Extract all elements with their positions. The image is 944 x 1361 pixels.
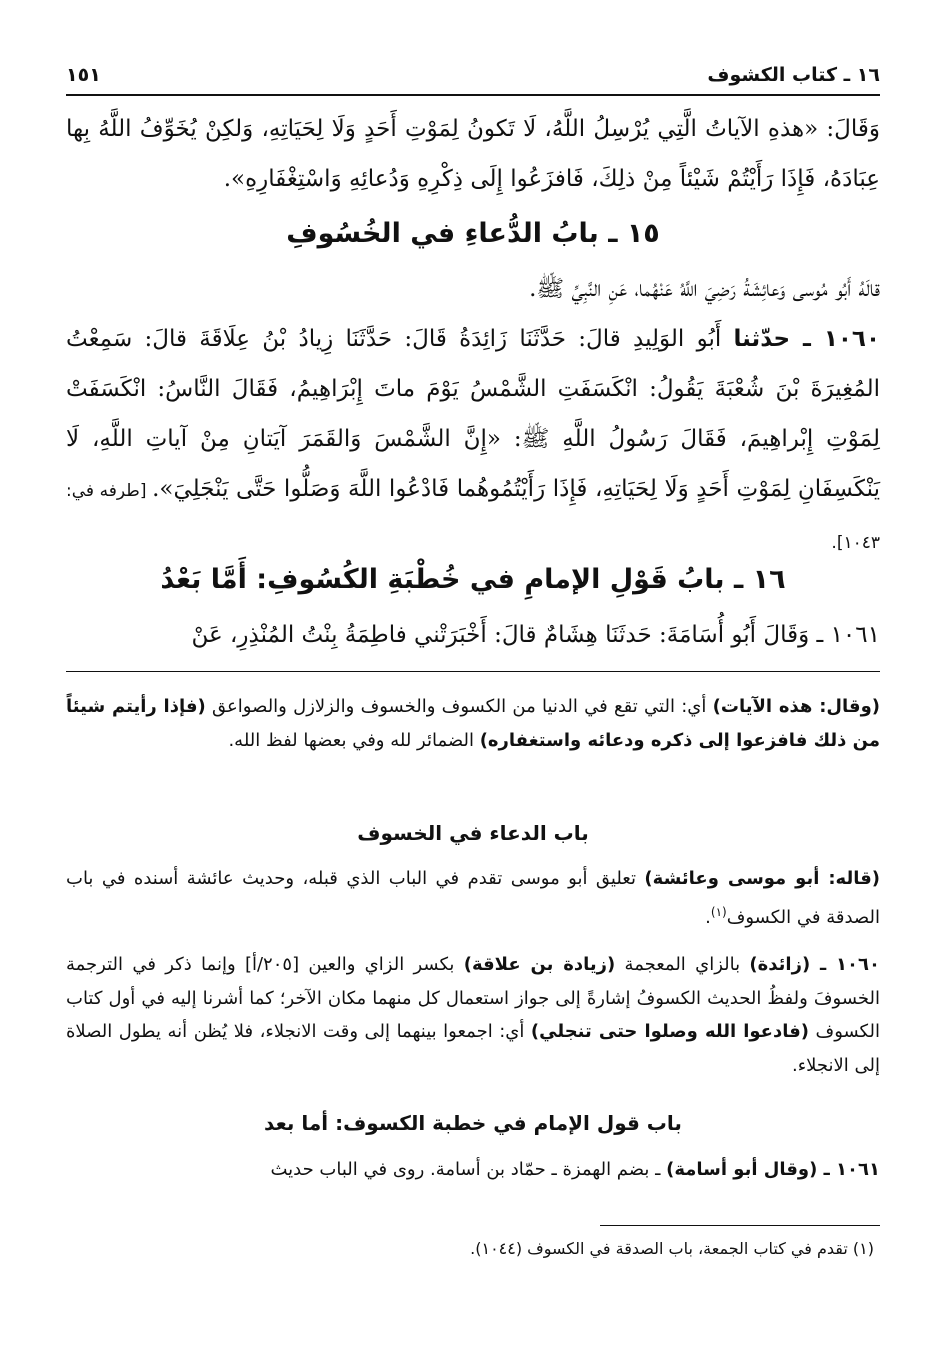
chapter-heading-15: ١٥ ـ بابُ الدُّعاءِ في الخُسُوفِ	[286, 218, 660, 249]
commentary-para-3	[66, 948, 880, 1082]
footnote-1: (١) تقدم في كتاب الجمعة، باب الصدقة في الكسوف (١٠٤٤).	[470, 1239, 874, 1258]
gloss: الضمائر لله وفي بعضها لفظ الله.	[228, 729, 480, 751]
lemma: (فادعوا الله وصلوا حتى تنجلي)	[530, 1021, 809, 1042]
lemma: (وقال: هذه الآيات)	[712, 696, 881, 717]
hadith-1061: ١٠٦١ ـ وَقَالَ أَبُو أُسَامَةَ: حَدثَنَا هِشَامٌ قالَ: أَخْبَرَتْني فاطِمَةُ بِنْتُ المُنْذِرِ، عَنْ	[191, 622, 880, 648]
commentary-para-2	[66, 862, 880, 934]
page-number: ١٥١	[66, 64, 101, 86]
lemma: (زائدة)	[749, 954, 811, 975]
gloss: أي: اجمعوا بينهما إلى وقت الانجلاء، فلا يُظن أنه يطول الصلاة إلى الانجلاء.	[66, 1021, 880, 1076]
hadith-number: ١٠٦٠ ـ حدّثنا	[733, 326, 880, 352]
hadith-body: أَبُو الوَلِيدِ قالَ: حَدَّثَنَا زَائِدَةُ قَالَ: حَدَّثَنَا زِيادُ بْنُ عِلَاقَةَ قالَ: سَمِعْتُ المُغِيرَةَ بْنَ شُعْبَةَ يَقُولُ: انْكَسَفَتِ الشَّمْسُ يَوْمَ ماتَ إِبْرَاهِيمُ، فَقَالَ النَّاسُ: انْكَسَفَتْ لِمَوْتِ إِبْراهِيمَ، فَقَالَ رَسُولُ اللَّهِ ﷺ: «إِنَّ الشَّمْسَ وَالقَمَرَ آيَتانِ مِنْ آياتِ اللَّهِ، لَا يَنْكَسِفَانِ لِمَوْتِ أَحَدٍ وَلَا لِحَيَاتِهِ، فَإِذَا رَأَيْتُمُوهُما فَادْعُوا اللَّهَ وَصَلُّوا حَتَّى يَنْجَلِيَ».	[66, 326, 880, 502]
hadith-1060	[66, 314, 880, 568]
hadith-text-2: قالَهُ أَبُو مُوسى وَعائِشَةُ رَضِيَ اللَّهُ عَنْهُما، عَنِ النَّبِيِّ ﷺ.	[529, 276, 880, 302]
gloss: بالزاي المعجمة	[615, 954, 750, 975]
gloss: أي: التي تقع في الدنيا من الكسوف والخسوف والزلازل والصواعق	[205, 696, 713, 717]
gloss: .	[705, 906, 711, 928]
gloss: تعليق أبو موسى تقدم في الباب الذي قبله، وحديث عائشة أسنده في باب الصدقة في الكسوف	[66, 868, 880, 928]
lemma: (وقال أبو أسامة)	[666, 1159, 818, 1180]
commentary-heading-2: باب قول الإمام في خطبة الكسوف: أما بعد	[264, 1111, 682, 1135]
gloss: بكسر الزاي والعين [٢٠٥/أ] وإنما ذكر في الترجمة الخسوفَ ولفظُ الحديث الكسوفُ إشارةً إلى جواز استعمال كل منهما مكان الآخر؛ كما أشرنا إليه في أول كتاب الكسوف	[66, 954, 880, 1042]
gloss: ـ بضم الهمزة ـ حمّاد بن أسامة. روى في الباب حديث	[270, 1159, 667, 1180]
commentary-separator	[66, 671, 880, 672]
footnote-rule	[600, 1225, 880, 1226]
footnote-ref: (١)	[710, 904, 727, 919]
commentary-para-1	[66, 690, 880, 757]
cross-reference: [طرفه في: ١٠٤٣].	[66, 481, 880, 553]
lemma: (فإذا رأيتم شيئاً من ذلك فافزعوا إلى ذكره ودعائه واستغفاره)	[66, 696, 880, 751]
chapter-heading-16: ١٦ ـ بابُ قَوْلِ الإمامِ في خُطْبَةِ الكُسُوفِ: أَمَّا بَعْدُ	[160, 564, 786, 595]
lemma: (زيادة بن علاقة)	[463, 954, 616, 975]
lemma: (قاله: أبو موسى وعائشة)	[644, 868, 880, 889]
chapter-title: ١٦ ـ كتاب الكشوف	[707, 64, 880, 86]
header-rule	[66, 94, 880, 96]
hadith-text-1: وَقَالَ: «هذهِ الآياتُ الَّتِي يُرْسِلُ اللَّهُ، لَا تَكونُ لِمَوْتِ أَحَدٍ وَلَا لِحَيَاتِهِ، وَلكِنْ يُخَوِّفُ اللَّهُ بِها عِبَادَهُ، فَإِذَا رَأَيْتُمْ شَيْئاً مِنْ ذلِكَ، فَافزَعُوا إِلَى ذِكْرِهِ وَدُعائِهِ وَاسْتِغْفَارِهِ».	[66, 116, 880, 192]
hadith-number: ١٠٦٠ ـ	[810, 954, 880, 975]
commentary-heading-1: باب الدعاء في الخسوف	[357, 821, 589, 845]
running-header	[66, 50, 880, 86]
commentary-para-4	[66, 1153, 880, 1187]
hadith-number: ١٠٦١ ـ	[817, 1159, 880, 1180]
